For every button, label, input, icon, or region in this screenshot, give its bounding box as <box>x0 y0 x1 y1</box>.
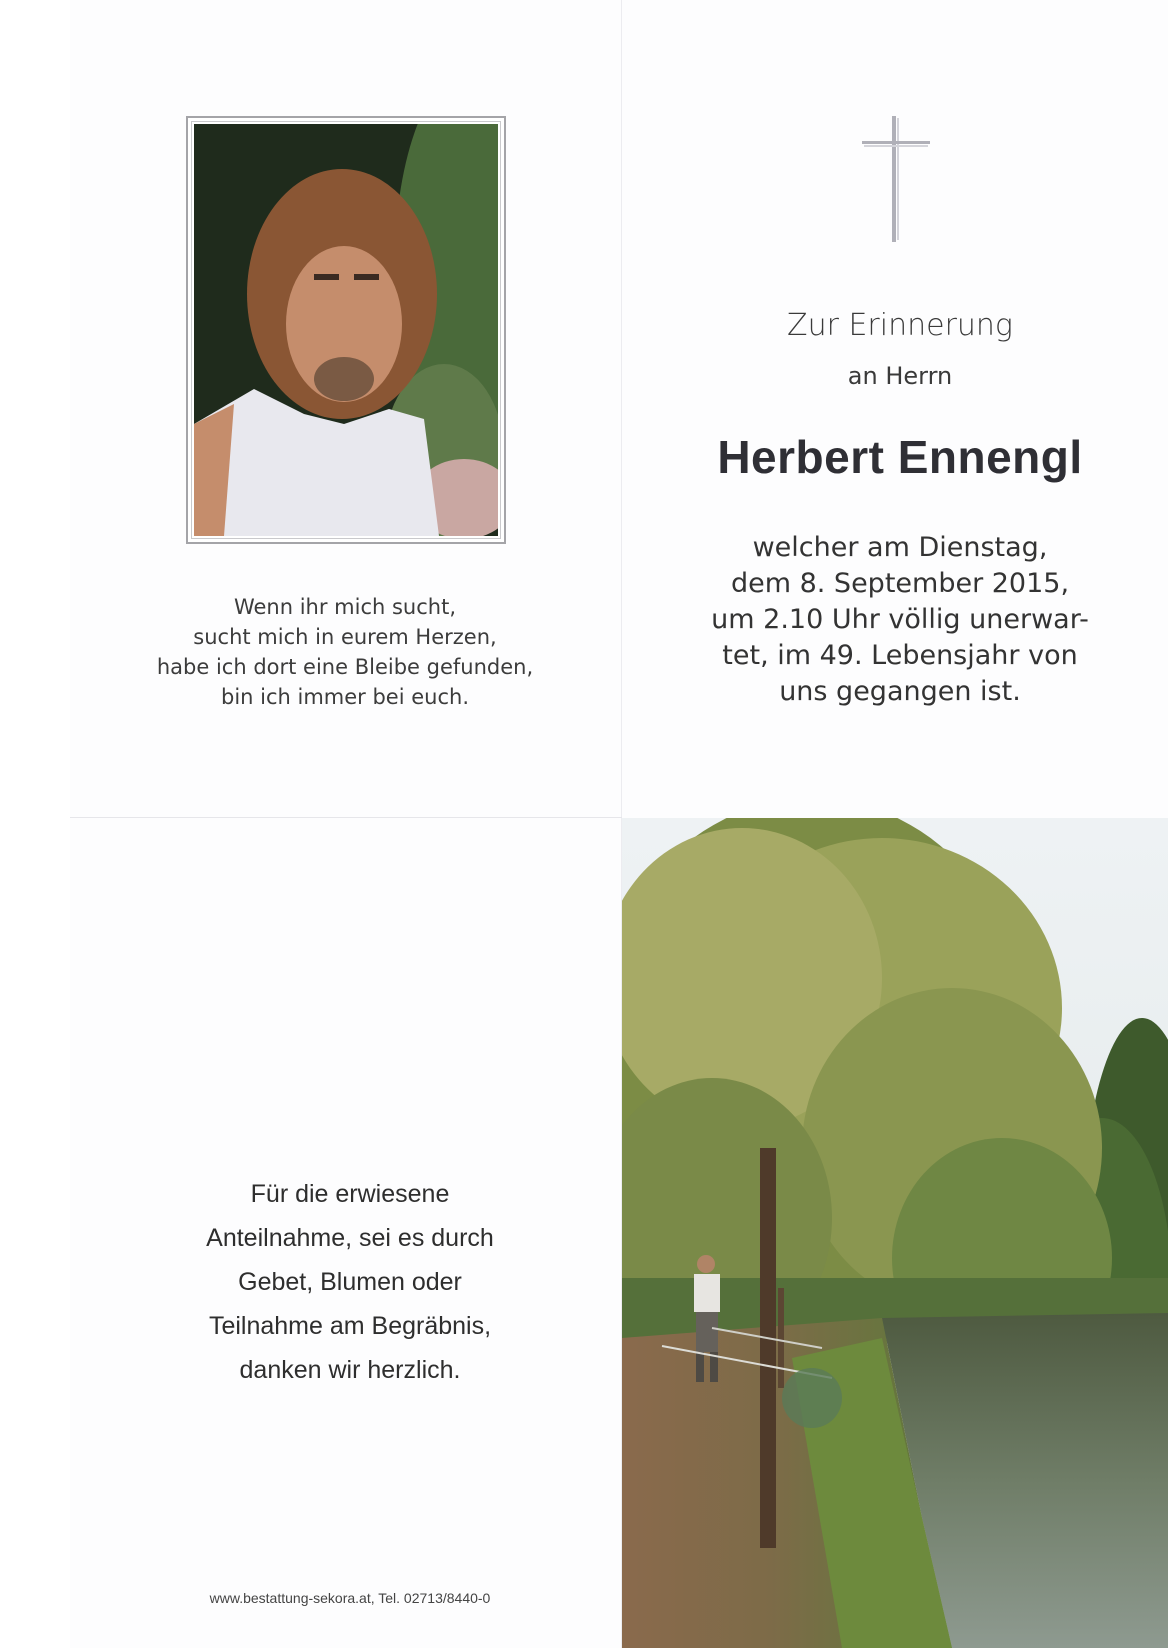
landscape-photo <box>622 818 1168 1648</box>
poem-line: sucht mich in eurem Herzen, <box>193 625 497 649</box>
thanks-line: danken wir herzlich. <box>239 1356 461 1384</box>
death-notice-line: uns gegangen ist. <box>779 676 1021 707</box>
thanks-line: Für die erwiesene <box>250 1180 450 1208</box>
portrait-frame <box>186 116 506 544</box>
poem-line: Wenn ihr mich sucht, <box>233 595 457 619</box>
addressee-text: an Herrn <box>847 362 953 390</box>
death-notice-text <box>670 530 1130 710</box>
memory-heading: Zur Erinnerung <box>787 308 1013 343</box>
death-notice-line: tet, im 49. Lebensjahr von <box>722 640 1078 671</box>
poem-line: bin ich immer bei euch. <box>220 685 469 709</box>
poem-line: habe ich dort eine Bleibe gefunden, <box>156 655 534 679</box>
landscape-photo-panel <box>622 818 1168 1648</box>
portrait-photo <box>194 124 498 536</box>
funeral-home-footer: www.bestattung-sekora.at, Tel. 02713/8440-0 <box>209 1590 491 1606</box>
death-notice-line: um 2.10 Uhr völlig unerwar- <box>711 604 1089 635</box>
fold-line-horizontal <box>70 817 622 818</box>
thanks-text <box>110 1172 590 1392</box>
thanks-line: Gebet, Blumen oder <box>238 1268 462 1296</box>
thanks-line: Anteilnahme, sei es durch <box>206 1224 494 1252</box>
cross-icon <box>862 116 930 242</box>
thanks-line: Teilnahme am Begräbnis, <box>208 1312 492 1340</box>
death-notice-line: dem 8. September 2015, <box>730 568 1070 599</box>
death-notice-line: welcher am Dienstag, <box>752 532 1048 563</box>
memorial-poem <box>100 592 590 712</box>
deceased-name: Herbert Ennengl <box>717 431 1083 483</box>
fold-line-vertical <box>621 0 622 1648</box>
